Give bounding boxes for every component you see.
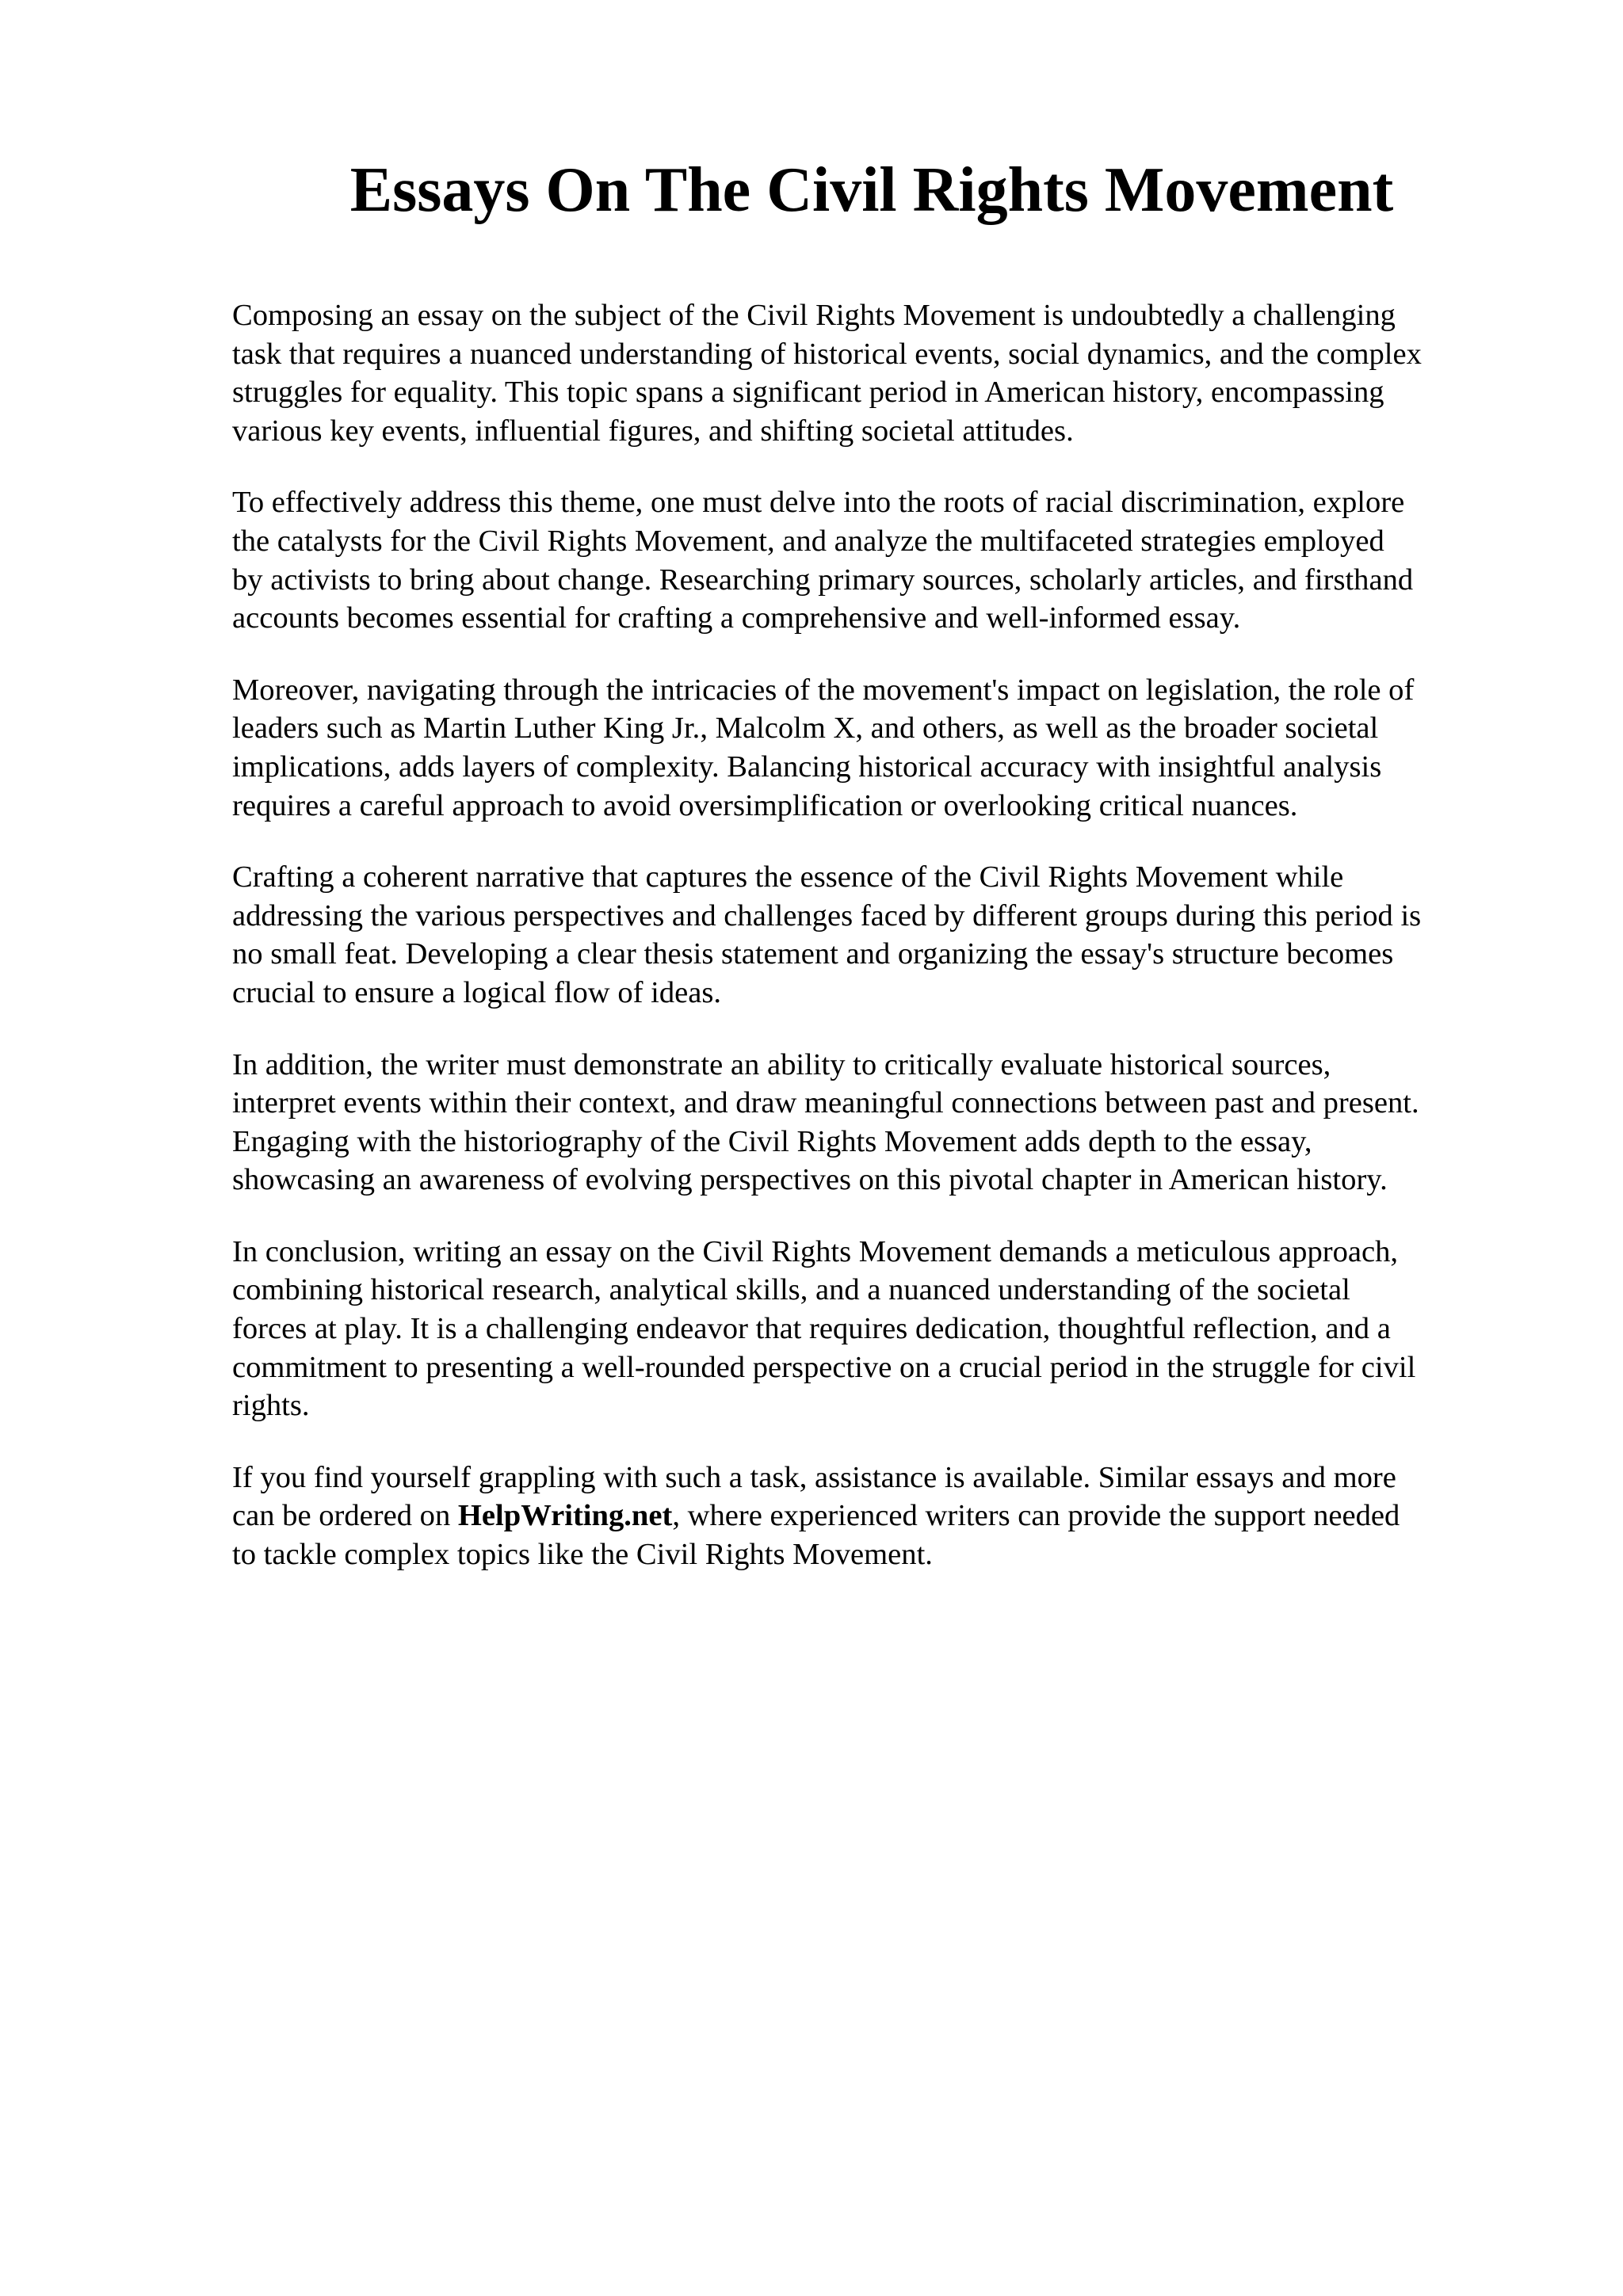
paragraph-line: To effectively address this theme, one must delve into the roots of racial discrimination, explore (232, 486, 1405, 520)
paragraph-line: leaders such as Martin Luther King Jr., Malcolm X, and others, as well as the broader societal (232, 711, 1379, 746)
paragraph-5 (232, 1046, 1524, 1199)
page-title: Essays On The Civil Rights Movement (349, 155, 1394, 225)
paragraph-line: the catalysts for the Civil Rights Movement, and analyze the multifaceted strategies employed (232, 524, 1384, 558)
paragraph-line: Moreover, navigating through the intricacies of the movement's impact on legislation, the role of (232, 673, 1415, 707)
essay-body (232, 296, 1524, 1608)
paragraph-4 (232, 858, 1524, 1012)
paragraph-line: to tackle complex topics like the Civil Rights Movement. (232, 1538, 933, 1572)
closing-text-before: can be ordered on (232, 1499, 458, 1533)
paragraph-1 (232, 296, 1524, 450)
paragraph-line: accounts becomes essential for crafting a comprehensive and well-informed essay. (232, 601, 1241, 635)
helpwriting-link[interactable]: HelpWriting.net (457, 1499, 673, 1533)
paragraph-line: commitment to presenting a well-rounded perspective on a crucial period in the struggle for civil (232, 1350, 1416, 1384)
paragraph-line (232, 1497, 1524, 1535)
closing-text-after: , where experienced writers can provide the support needed (672, 1499, 1400, 1533)
paragraph-line: various key events, influential figures, and shifting societal attitudes. (232, 414, 1074, 448)
paragraph-line: requires a careful approach to avoid oversimplification or overlooking critical nuances. (232, 788, 1298, 822)
paragraph-line: interpret events within their context, and draw meaningful connections between past and present. (232, 1086, 1419, 1120)
paragraph-line: Composing an essay on the subject of the Civil Rights Movement is undoubtedly a challenging (232, 299, 1396, 332)
paragraph-line: task that requires a nuanced understanding of historical events, social dynamics, and the complex (232, 337, 1422, 371)
paragraph-line: showcasing an awareness of evolving perspectives on this pivotal chapter in American history. (232, 1163, 1388, 1197)
paragraph-line: If you find yourself grappling with such a task, assistance is available. Similar essays and more (232, 1460, 1396, 1494)
paragraph-line: combining historical research, analytical skills, and a nuanced understanding of the societal (232, 1273, 1350, 1307)
paragraph-line: Crafting a coherent narrative that captures the essence of the Civil Rights Movement while (232, 860, 1344, 894)
paragraph-2 (232, 483, 1524, 637)
paragraph-line: rights. (232, 1389, 310, 1423)
paragraph-line: Engaging with the historiography of the Civil Rights Movement adds depth to the essay, (232, 1124, 1312, 1158)
paragraph-line: no small feat. Developing a clear thesis statement and organizing the essay's structure becomes (232, 937, 1394, 971)
paragraph-line: implications, adds layers of complexity. Balancing historical accuracy with insightful analysis (232, 749, 1382, 784)
paragraph-line: forces at play. It is a challenging endeavor that requires dedication, thoughtful reflection, and a (232, 1312, 1391, 1346)
paragraph-line: In addition, the writer must demonstrate an ability to critically evaluate historical sources, (232, 1047, 1331, 1081)
paragraph-3 (232, 671, 1524, 825)
paragraph-6 (232, 1233, 1524, 1425)
closing-paragraph (232, 1459, 1524, 1574)
paragraph-line: addressing the various perspectives and challenges faced by different groups during this period is (232, 898, 1422, 933)
paragraph-line: In conclusion, writing an essay on the Civil Rights Movement demands a meticulous approach, (232, 1234, 1399, 1268)
paragraph-line: by activists to bring about change. Researching primary sources, scholarly articles, and firsthand (232, 563, 1414, 597)
paragraph-line: crucial to ensure a logical flow of ideas. (232, 975, 722, 1009)
paragraph-line: struggles for equality. This topic spans a significant period in American history, encompassing (232, 376, 1384, 410)
